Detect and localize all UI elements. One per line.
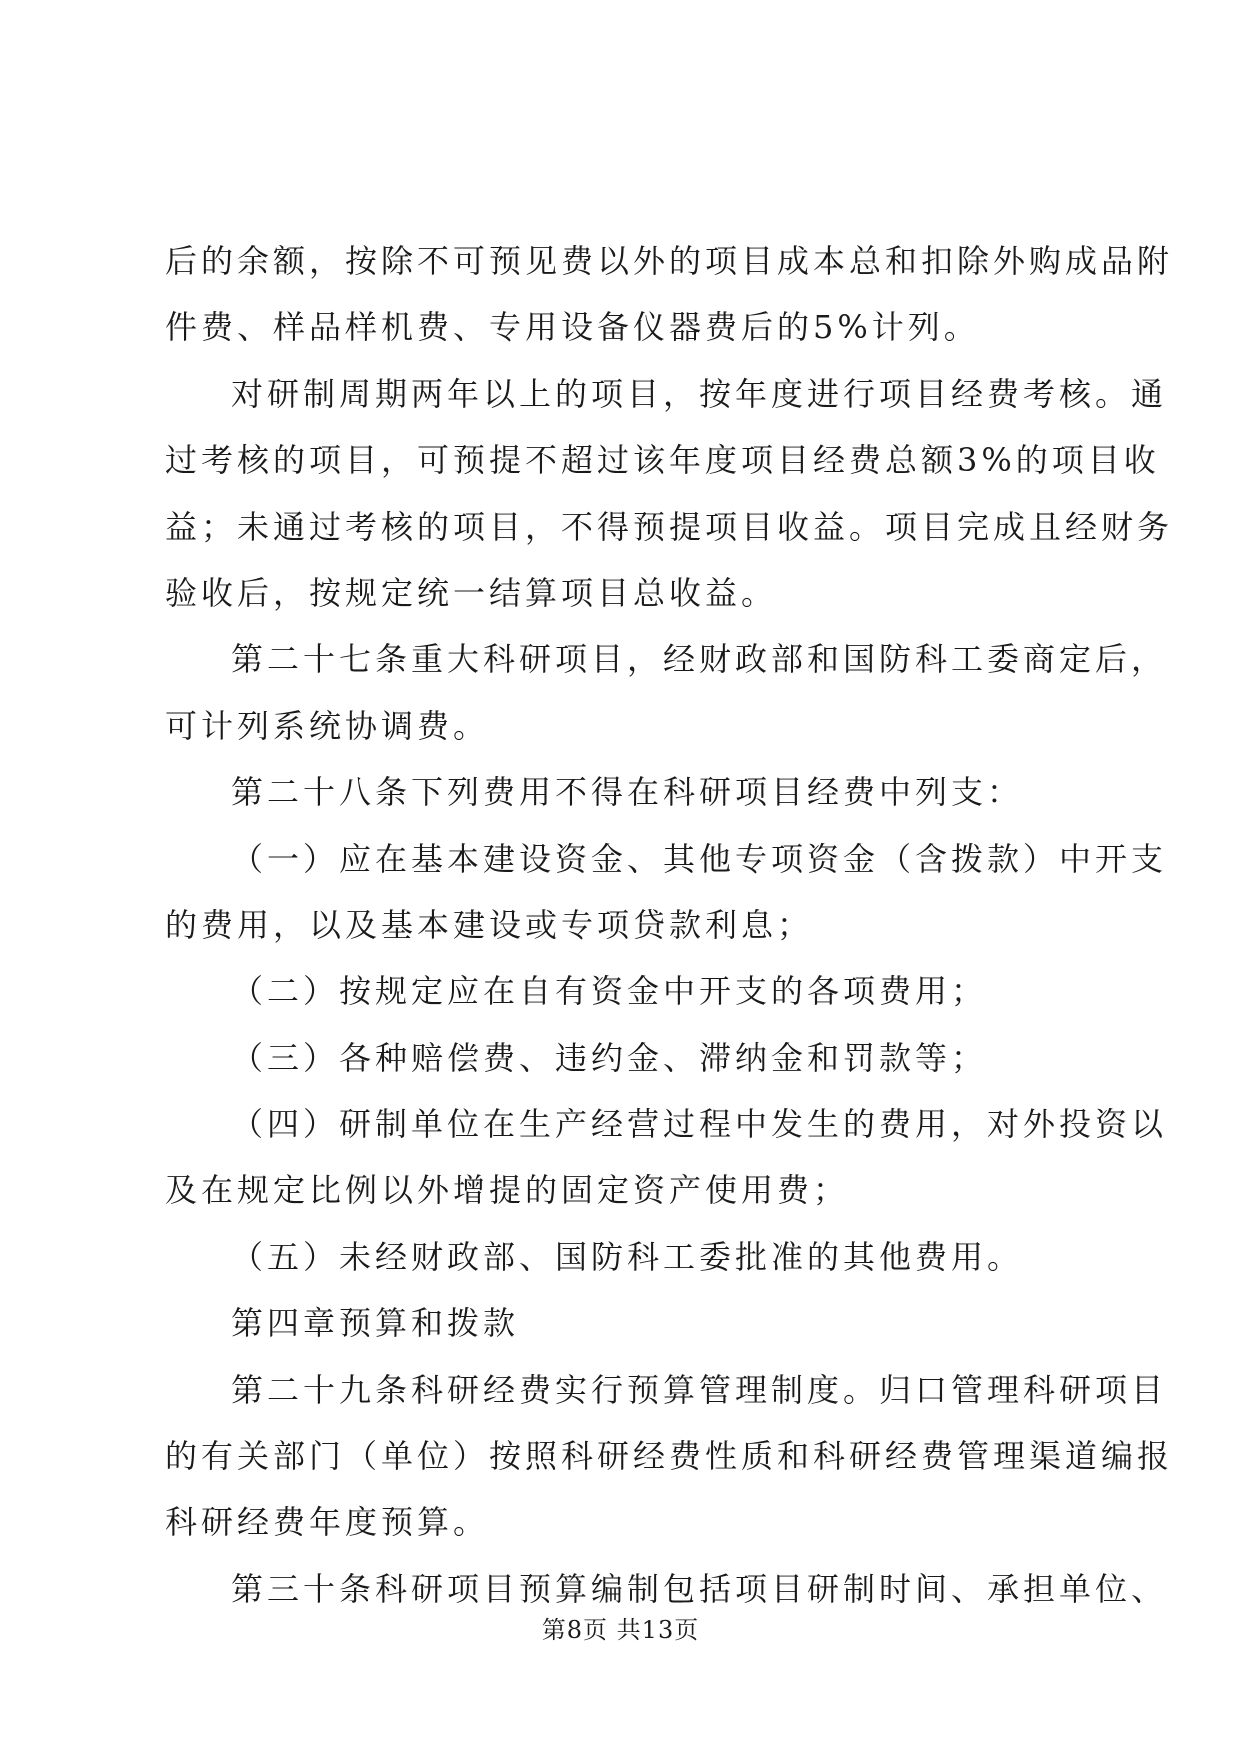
text-line: 的费用，以及基本建设或专项贷款利息；	[165, 905, 814, 944]
text-line: （四）研制单位在生产经营过程中发生的费用，对外投资以	[231, 1105, 1168, 1144]
text-line: 可计列系统协调费。	[165, 706, 490, 745]
text-line: 的有关部门（单位）按照科研经费性质和科研经费管理渠道编报	[165, 1437, 1174, 1476]
text-line: 益；未通过考核的项目，不得预提项目收益。项目完成且经财务	[165, 507, 1174, 546]
text-line: （二）按规定应在自有资金中开支的各项费用；	[231, 972, 988, 1011]
document-body	[165, 228, 1174, 1622]
text-line: 过考核的项目，可预提不超过该年度项目经费总额3%的项目收	[165, 441, 1160, 480]
text-line: 第二十九条科研经费实行预算管理制度。归口管理科研项目	[231, 1370, 1168, 1409]
text-line: （三）各种赔偿费、违约金、滞纳金和罚款等；	[231, 1038, 988, 1077]
chapter-heading: 第四章预算和拨款	[231, 1304, 520, 1343]
page-footer: 第8页 共13页	[541, 1616, 700, 1644]
text-line: 及在规定比例以外增提的固定资产使用费；	[165, 1171, 850, 1210]
text-line: 第三十条科研项目预算编制包括项目研制时间、承担单位、	[231, 1569, 1168, 1608]
text-line: 件费、样品样机费、专用设备仪器费后的5%计列。	[165, 308, 980, 347]
text-line: 后的余额，按除不可预见费以外的项目成本总和扣除外购成品附	[165, 242, 1174, 280]
text-line: 第二十七条重大科研项目，经财政部和国防科工委商定后，	[231, 640, 1168, 679]
text-line: 科研经费年度预算。	[165, 1503, 490, 1542]
text-line: 第二十八条下列费用不得在科研项目经费中列支：	[231, 773, 1024, 812]
text-line: （一）应在基本建设资金、其他专项资金（含拨款）中开支	[231, 839, 1168, 878]
text-line: （五）未经财政部、国防科工委批准的其他费用。	[231, 1237, 1024, 1276]
text-line: 验收后，按规定统一结算项目总收益。	[165, 573, 778, 612]
text-line: 对研制周期两年以上的项目，按年度进行项目经费考核。通	[231, 374, 1168, 413]
